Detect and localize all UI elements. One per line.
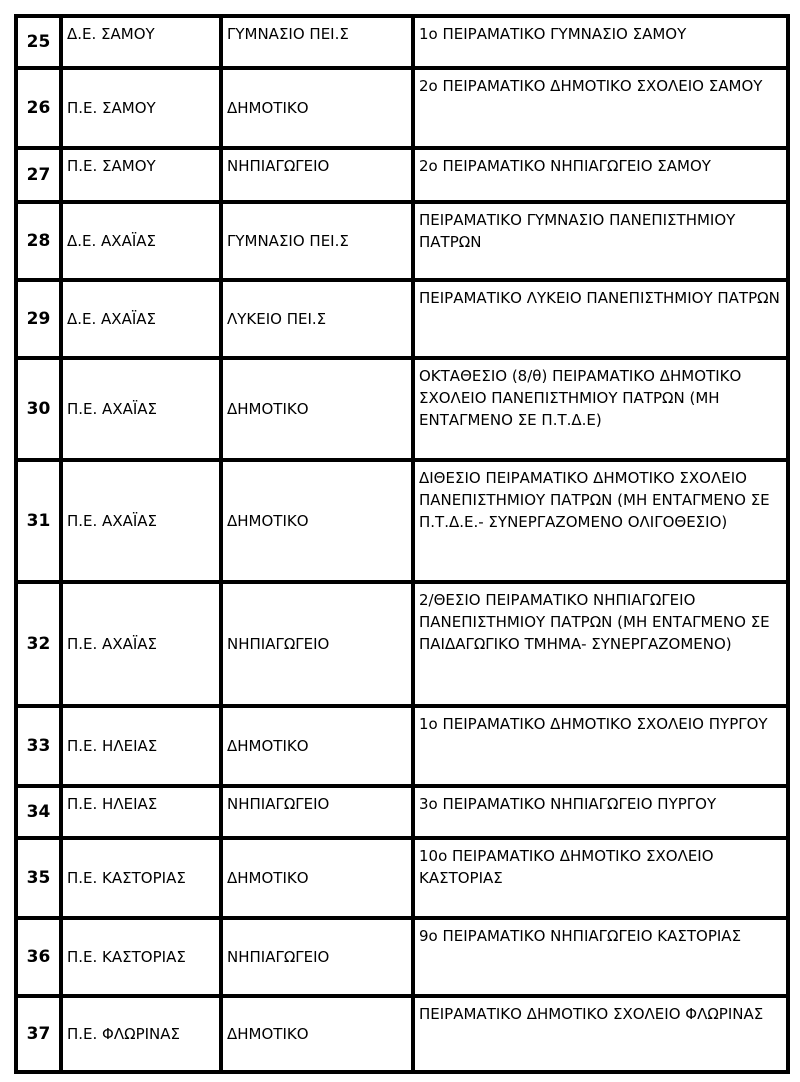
table-row [16, 358, 788, 460]
row-number: 31 [16, 460, 61, 582]
school-type-cell: ΓΥΜΝΑΣΙΟ ΠΕΙ.Σ [221, 16, 413, 68]
row-number: 25 [16, 16, 61, 68]
directorate-cell: Π.Ε. ΑΧΑΪΑΣ [61, 582, 221, 706]
directorate-cell: Π.Ε. ΗΛΕΙΑΣ [61, 786, 221, 838]
school-type-cell: ΔΗΜΟΤΙΚΟ [221, 996, 413, 1072]
directorate-cell: Π.Ε. ΗΛΕΙΑΣ [61, 706, 221, 786]
table-row [16, 68, 788, 148]
school-type-cell: ΛΥΚΕΙΟ ΠΕΙ.Σ [221, 280, 413, 358]
directorate-cell: Π.Ε. ΣΑΜΟΥ [61, 148, 221, 202]
school-type-cell: ΝΗΠΙΑΓΩΓΕΙΟ [221, 918, 413, 996]
school-type-cell: ΔΗΜΟΤΙΚΟ [221, 358, 413, 460]
directorate-cell: Δ.Ε. ΣΑΜΟΥ [61, 16, 221, 68]
table-row [16, 996, 788, 1072]
school-name-cell: ΠΕΙΡΑΜΑΤΙΚΟ ΔΗΜΟΤΙΚΟ ΣΧΟΛΕΙΟ ΦΛΩΡΙΝΑΣ [413, 996, 788, 1072]
row-number: 29 [16, 280, 61, 358]
school-name-cell: 2ο ΠΕΙΡΑΜΑΤΙΚΟ ΝΗΠΙΑΓΩΓΕΙΟ ΣΑΜΟΥ [413, 148, 788, 202]
school-name-cell: 2/ΘΕΣΙΟ ΠΕΙΡΑΜΑΤΙΚΟ ΝΗΠΙΑΓΩΓΕΙΟ ΠΑΝΕΠΙΣΤΗΜΙΟΥ ΠΑΤΡΩΝ (ΜΗ ΕΝΤΑΓΜΕΝΟ ΣΕ ΠΑΙΔΑΓΩΓΙΚΟ ΤΜΗΜΑ- ΣΥΝΕΡΓΑΖΟΜΕΝΟ) [413, 582, 788, 706]
school-name-cell: 9ο ΠΕΙΡΑΜΑΤΙΚΟ ΝΗΠΙΑΓΩΓΕΙΟ ΚΑΣΤΟΡΙΑΣ [413, 918, 788, 996]
row-number: 27 [16, 148, 61, 202]
row-number: 30 [16, 358, 61, 460]
school-name-cell: ΠΕΙΡΑΜΑΤΙΚΟ ΓΥΜΝΑΣΙΟ ΠΑΝΕΠΙΣΤΗΜΙΟΥ ΠΑΤΡΩΝ [413, 202, 788, 280]
school-name-cell: 1ο ΠΕΙΡΑΜΑΤΙΚΟ ΔΗΜΟΤΙΚΟ ΣΧΟΛΕΙΟ ΠΥΡΓΟΥ [413, 706, 788, 786]
school-type-cell: ΔΗΜΟΤΙΚΟ [221, 838, 413, 918]
table-row [16, 202, 788, 280]
school-type-cell: ΓΥΜΝΑΣΙΟ ΠΕΙ.Σ [221, 202, 413, 280]
directorate-cell: Δ.Ε. ΑΧΑΪΑΣ [61, 202, 221, 280]
row-number: 33 [16, 706, 61, 786]
directorate-cell: Π.Ε. ΦΛΩΡΙΝΑΣ [61, 996, 221, 1072]
school-type-cell: ΔΗΜΟΤΙΚΟ [221, 706, 413, 786]
directorate-cell: Π.Ε. ΚΑΣΤΟΡΙΑΣ [61, 918, 221, 996]
school-type-cell: ΔΗΜΟΤΙΚΟ [221, 460, 413, 582]
table-row [16, 706, 788, 786]
table-row [16, 786, 788, 838]
row-number: 28 [16, 202, 61, 280]
school-name-cell: 2ο ΠΕΙΡΑΜΑΤΙΚΟ ΔΗΜΟΤΙΚΟ ΣΧΟΛΕΙΟ ΣΑΜΟΥ [413, 68, 788, 148]
school-name-cell: ΟΚΤΑΘΕΣΙΟ (8/θ) ΠΕΙΡΑΜΑΤΙΚΟ ΔΗΜΟΤΙΚΟ ΣΧΟΛΕΙΟ ΠΑΝΕΠΙΣΤΗΜΙΟΥ ΠΑΤΡΩΝ (ΜΗ ΕΝΤΑΓΜΕΝΟ ΣΕ Π.Τ.Δ.Ε) [413, 358, 788, 460]
school-name-cell: ΠΕΙΡΑΜΑΤΙΚΟ ΛΥΚΕΙΟ ΠΑΝΕΠΙΣΤΗΜΙΟΥ ΠΑΤΡΩΝ [413, 280, 788, 358]
school-name-cell: ΔΙΘΕΣΙΟ ΠΕΙΡΑΜΑΤΙΚΟ ΔΗΜΟΤΙΚΟ ΣΧΟΛΕΙΟ ΠΑΝΕΠΙΣΤΗΜΙΟΥ ΠΑΤΡΩΝ (ΜΗ ΕΝΤΑΓΜΕΝΟ ΣΕ Π.Τ.Δ.Ε.- ΣΥΝΕΡΓΑΖΟΜΕΝΟ ΟΛΙΓΟΘΕΣΙΟ) [413, 460, 788, 582]
school-type-cell: ΔΗΜΟΤΙΚΟ [221, 68, 413, 148]
row-number: 32 [16, 582, 61, 706]
table-row [16, 838, 788, 918]
schools-table [14, 14, 790, 1074]
school-type-cell: ΝΗΠΙΑΓΩΓΕΙΟ [221, 148, 413, 202]
row-number: 35 [16, 838, 61, 918]
school-type-cell: ΝΗΠΙΑΓΩΓΕΙΟ [221, 582, 413, 706]
row-number: 37 [16, 996, 61, 1072]
table-row [16, 16, 788, 68]
directorate-cell: Π.Ε. ΑΧΑΪΑΣ [61, 460, 221, 582]
row-number: 26 [16, 68, 61, 148]
row-number: 36 [16, 918, 61, 996]
table-row [16, 280, 788, 358]
directorate-cell: Δ.Ε. ΑΧΑΪΑΣ [61, 280, 221, 358]
directorate-cell: Π.Ε. ΑΧΑΪΑΣ [61, 358, 221, 460]
table-row [16, 582, 788, 706]
school-name-cell: 3ο ΠΕΙΡΑΜΑΤΙΚΟ ΝΗΠΙΑΓΩΓΕΙΟ ΠΥΡΓΟΥ [413, 786, 788, 838]
table-row [16, 460, 788, 582]
school-type-cell: ΝΗΠΙΑΓΩΓΕΙΟ [221, 786, 413, 838]
directorate-cell: Π.Ε. ΚΑΣΤΟΡΙΑΣ [61, 838, 221, 918]
row-number: 34 [16, 786, 61, 838]
table-row [16, 148, 788, 202]
directorate-cell: Π.Ε. ΣΑΜΟΥ [61, 68, 221, 148]
school-name-cell: 1ο ΠΕΙΡΑΜΑΤΙΚΟ ΓΥΜΝΑΣΙΟ ΣΑΜΟΥ [413, 16, 788, 68]
school-name-cell: 10ο ΠΕΙΡΑΜΑΤΙΚΟ ΔΗΜΟΤΙΚΟ ΣΧΟΛΕΙΟ ΚΑΣΤΟΡΙΑΣ [413, 838, 788, 918]
table-row [16, 918, 788, 996]
